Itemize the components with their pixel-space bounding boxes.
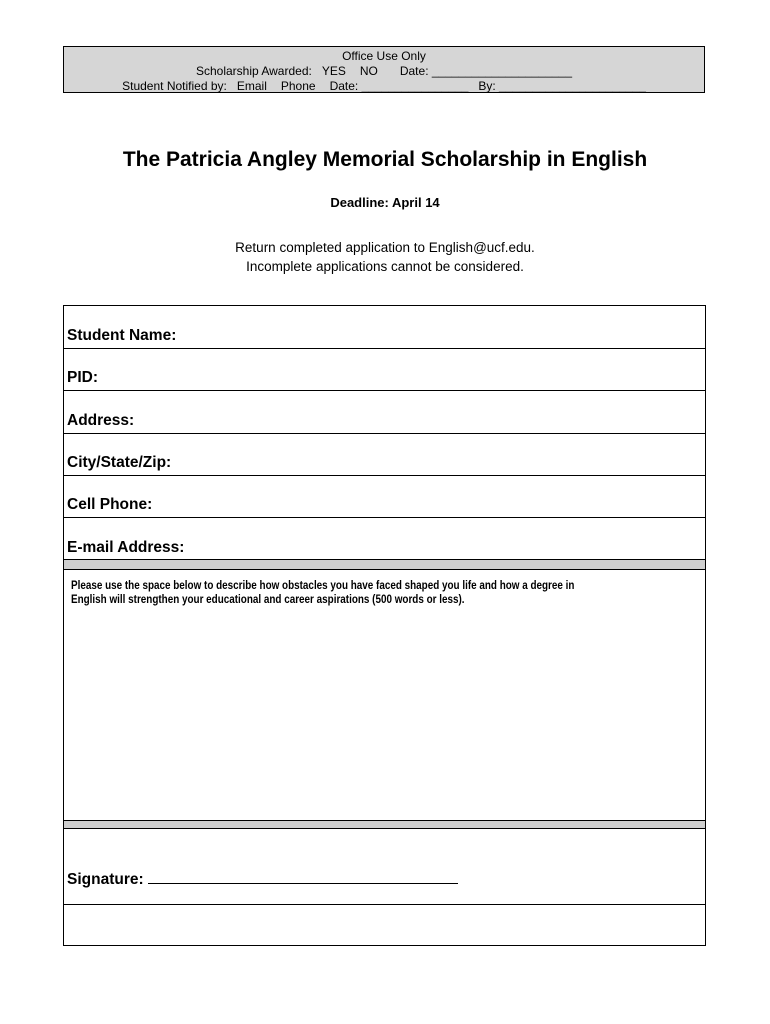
awarded-label: Scholarship Awarded:	[195, 64, 312, 78]
pid-label: PID:	[67, 369, 98, 386]
awarded-date: Date: _____________________	[399, 64, 573, 78]
scholarship-awarded-line	[64, 64, 704, 78]
deadline: Deadline: April 14	[330, 195, 440, 210]
application-form	[63, 305, 706, 946]
essay-prompt-line-1: Please use the space below to describe how obstacles you have faced shaped you life and how a degree in	[71, 580, 575, 592]
awarded-no[interactable]: NO	[359, 64, 378, 78]
notified-phone[interactable]: Phone	[280, 79, 316, 93]
email-label: E-mail Address:	[67, 539, 185, 556]
bottom-divider	[64, 904, 705, 905]
signature-field[interactable]	[67, 869, 458, 889]
city-state-zip-label: City/State/Zip:	[67, 454, 172, 471]
essay-area[interactable]	[64, 606, 705, 820]
page-title: The Patricia Angley Memorial Scholarship in English	[122, 148, 648, 171]
notified-email[interactable]: Email	[236, 79, 267, 93]
student-name-field[interactable]	[64, 306, 705, 349]
city-state-zip-field[interactable]	[64, 434, 705, 476]
cell-phone-field[interactable]	[64, 476, 705, 518]
address-label: Address:	[67, 412, 135, 429]
section-divider-bottom	[64, 820, 705, 829]
essay-prompt-line-2: English will strengthen your educational and career aspirations (500 words or less).	[71, 594, 465, 606]
pid-field[interactable]	[64, 349, 705, 391]
essay-prompt	[71, 579, 690, 607]
email-field[interactable]	[64, 518, 705, 560]
office-use-box	[63, 46, 705, 93]
address-field[interactable]	[64, 391, 705, 434]
instructions-line-2: Incomplete applications cannot be considered.	[246, 259, 524, 274]
student-name-label: Student Name:	[67, 327, 177, 344]
signature-line[interactable]	[148, 869, 458, 884]
signature-label: Signature:	[67, 871, 144, 888]
student-notified-line	[64, 79, 704, 93]
section-divider-top	[64, 559, 705, 570]
notified-by: By: ______________________	[478, 79, 646, 93]
office-use-heading: Office Use Only	[342, 49, 426, 63]
cell-phone-label: Cell Phone:	[67, 496, 153, 513]
notified-label: Student Notified by:	[122, 79, 227, 93]
notified-date: Date: ________________	[329, 79, 469, 93]
awarded-yes[interactable]: YES	[321, 64, 346, 78]
instructions-line-1: Return completed application to English@ucf.edu.	[235, 240, 535, 255]
